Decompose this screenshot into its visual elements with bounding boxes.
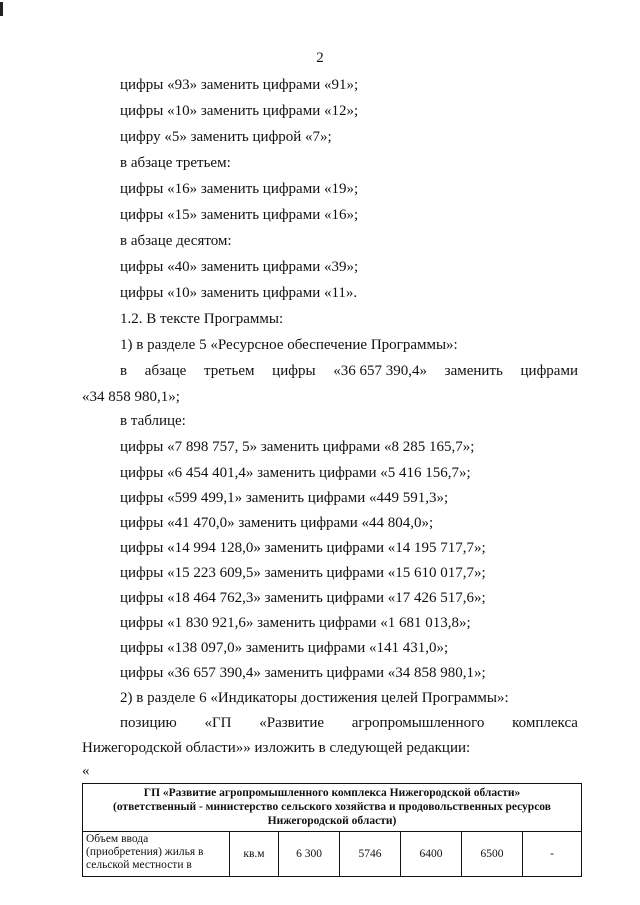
word: цифрами xyxy=(520,363,578,379)
text-line: цифры «599 499,1» заменить цифрами «449 591,3»; xyxy=(120,490,449,506)
justified-paragraph-line xyxy=(120,714,578,732)
text-line: цифры «138 097,0» заменить цифрами «141 431,0»; xyxy=(120,640,449,656)
value-cell: 5746 xyxy=(340,832,401,876)
text-line: цифры «40» заменить цифрами «39»; xyxy=(120,259,359,275)
text-line: цифры «7 898 757, 5» заменить цифрами «8 285 165,7»; xyxy=(120,439,475,455)
section-heading: 1.2. В тексте Программы: xyxy=(120,311,284,327)
word: абзаце xyxy=(144,363,187,379)
table-header-line: (ответственный - министерство сельского хозяйства и продовольственных ресурсов xyxy=(113,801,551,813)
word: агропромышленного xyxy=(351,715,485,731)
table-header xyxy=(83,784,581,832)
word: позицию xyxy=(120,715,177,731)
table-header-line: Нижегородской области) xyxy=(267,815,397,827)
text-line: цифру «5» заменить цифрой «7»; xyxy=(120,129,332,145)
scan-edge-mark xyxy=(0,2,3,16)
word: третьем xyxy=(204,363,255,379)
subsection-heading: 1) в разделе 5 «Ресурсное обеспечение Программы»: xyxy=(120,337,458,353)
text-line: в абзаце третьем: xyxy=(120,155,231,171)
table-header-line: ГП «Развитие агропромышленного комплекса Нижегородской области» xyxy=(143,787,521,799)
text-line: цифры «1 830 921,6» заменить цифрами «1 681 013,8»; xyxy=(120,615,471,631)
text-line: цифры «10» заменить цифрами «12»; xyxy=(120,103,359,119)
value-cell: 6400 xyxy=(401,832,462,876)
justified-paragraph-line xyxy=(120,362,578,380)
text-line: цифры «15 223 609,5» заменить цифрами «15 610 017,7»; xyxy=(120,565,486,581)
text-line: цифры «10» заменить цифрами «11». xyxy=(120,285,358,301)
page-number: 2 xyxy=(316,50,324,66)
indicators-table xyxy=(82,783,582,877)
text-line: в абзаце десятом: xyxy=(120,233,232,249)
word: цифры xyxy=(272,363,316,379)
word: «ГП xyxy=(204,715,232,731)
word: заменить xyxy=(444,363,503,379)
text-line: цифры «16» заменить цифрами «19»; xyxy=(120,181,359,197)
paragraph-continuation: Нижегородской области»» изложить в следующей редакции: xyxy=(82,740,471,756)
unit-cell: кв.м xyxy=(230,832,279,876)
text-line: цифры «36 657 390,4» заменить цифрами «34 858 980,1»; xyxy=(120,665,486,681)
text-line: цифры «41 470,0» заменить цифрами «44 804,0»; xyxy=(120,515,434,531)
value-cell: 6 300 xyxy=(279,832,340,876)
text-line: цифры «93» заменить цифрами «91»; xyxy=(120,77,359,93)
table-row xyxy=(83,832,581,876)
value-cell: 6500 xyxy=(462,832,523,876)
text-line: в таблице: xyxy=(120,413,186,429)
subsection-heading: 2) в разделе 6 «Индикаторы достижения целей Программы»: xyxy=(120,690,509,706)
opening-quote: « xyxy=(82,763,90,779)
word: в xyxy=(120,363,128,379)
word: «Развитие xyxy=(259,715,325,731)
word: «36 657 390,4» xyxy=(333,363,427,379)
text-line: цифры «6 454 401,4» заменить цифрами «5 416 156,7»; xyxy=(120,465,471,481)
indicator-cell: Объем ввода (приобретения) жилья в сельской местности в xyxy=(83,832,230,876)
word: комплекса xyxy=(512,715,578,731)
value-cell: - xyxy=(550,848,554,860)
text-line: цифры «15» заменить цифрами «16»; xyxy=(120,207,359,223)
text-line: цифры «14 994 128,0» заменить цифрами «14 195 717,7»; xyxy=(120,540,486,556)
text-line: цифры «18 464 762,3» заменить цифрами «17 426 517,6»; xyxy=(120,590,486,606)
paragraph-continuation: «34 858 980,1»; xyxy=(82,389,180,405)
